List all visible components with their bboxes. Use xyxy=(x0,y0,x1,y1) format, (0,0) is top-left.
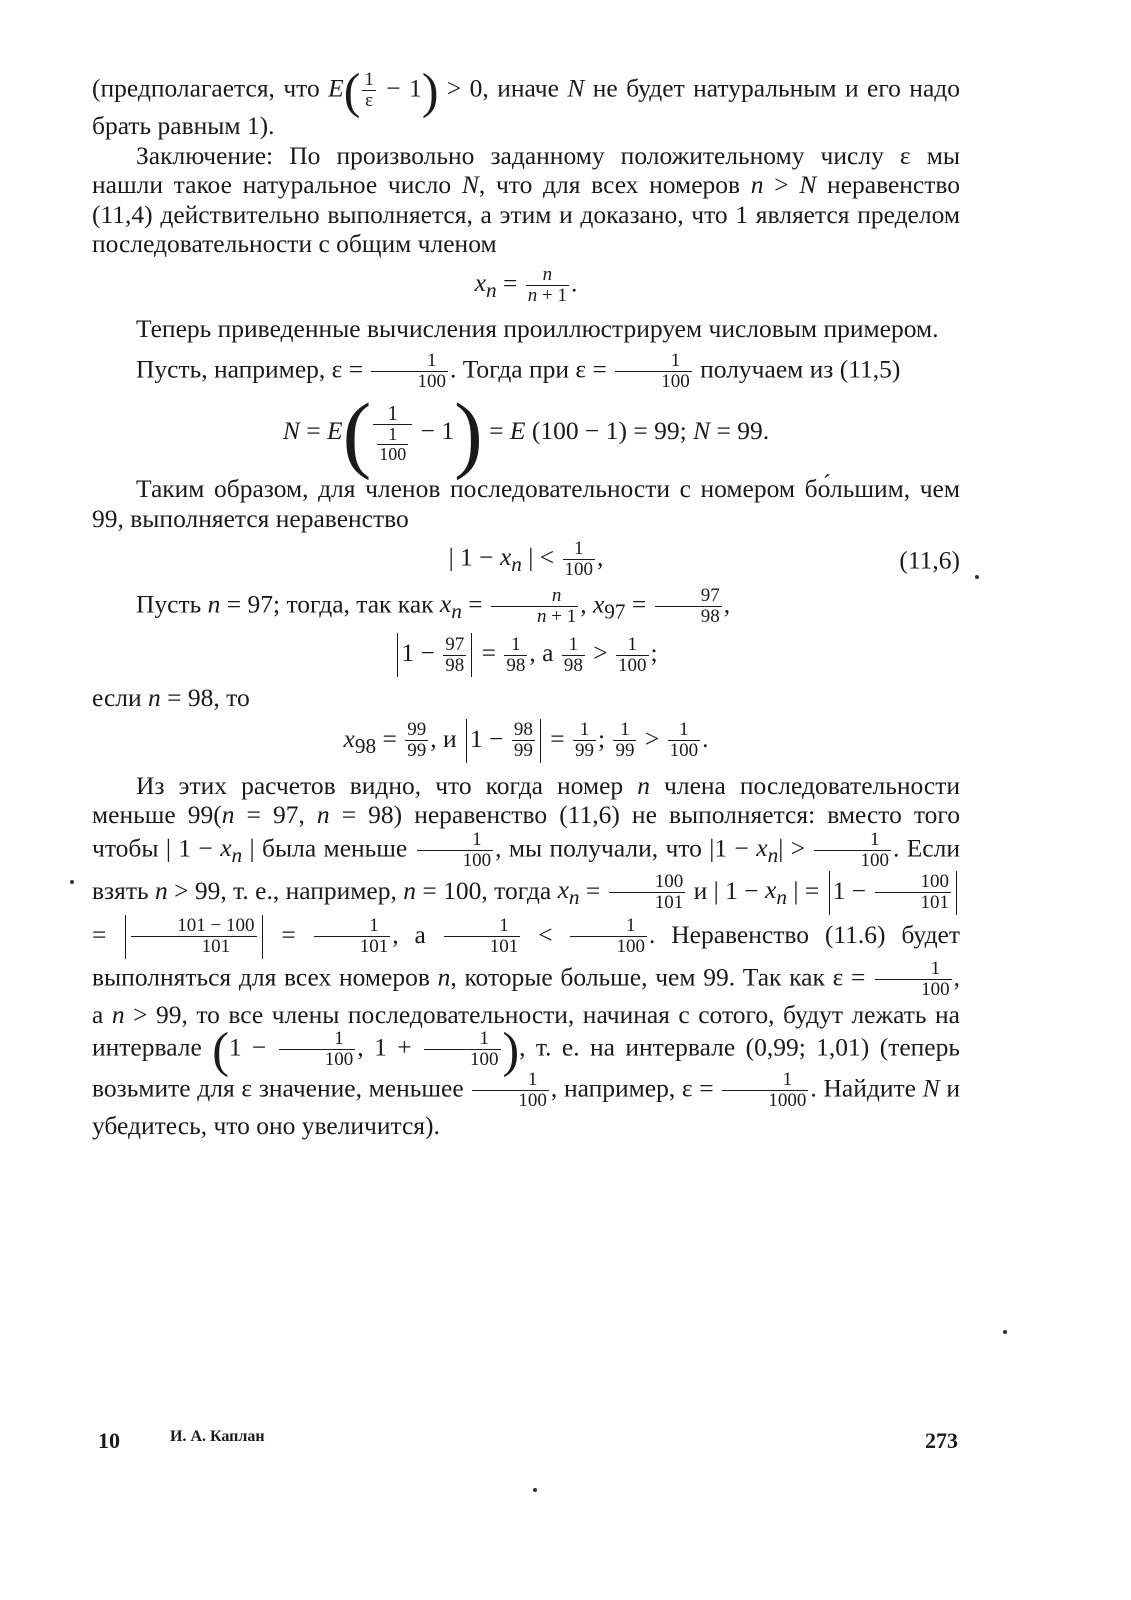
paragraph-5: Таким образом, для членов последовательности с номером бо́льшим, чем 99, выполняется неравенство xyxy=(92,474,960,533)
equation-number: (11,6) xyxy=(899,544,960,574)
paragraph-1: (предполагается, что E( $\frac{1}{\varepsilon}$ − 1) > 0, иначе N не будет натуральным и его надо брать равным 1). xyxy=(92,62,960,140)
speck xyxy=(975,575,979,579)
formula-98: $x_{98}$ = $\frac{99}{99}$ , и 1 − $\frac{98}{99}$ = $\frac{1}{99}$ ; $\frac{1}{99}$ > $\frac{1}{100}$ . xyxy=(343,719,709,761)
paragraph-3: Теперь приведенные вычисления проиллюстрируем числовым примером. xyxy=(136,313,939,343)
page-number: 273 xyxy=(925,1428,958,1453)
paragraph-7: если n = 98, то xyxy=(92,683,250,712)
paragraph-8: Из этих расчетов видно, что когда номер n члена последовательности меньше 99(n = 97, n = 98) неравенство (11,6) не выполняется: вместо того чтобы | $1 - x_n$ | была меньше $\frac{1}{100}$ , мы получали, что $|1 - x_n|$ > $\frac{1}{100}$ . Если взять n > 99, т. е., например, n = 100, тогда $x_n$ = $\frac{100}{101}$ и | $1 - x_n$ | = 1 − $\frac{100}{101}$ = $\frac{101 - 100}{101}$ = $\frac{1}{101}$ , а $\frac{1}{101}$ < $\frac{1}{100}$ . Неравенство (11.6) будет выполняться для всех номеров n, которые больше, чем 99. Так как ε = $\frac{1}{100}$ , а n > 99, то все члены последовательности, начиная с сотого, будут лежать на интервале (1 − $\frac{1}{100}$ , 1 + $\frac{1}{100}$ ), т. е. на интервале (0,99; 1,01) (теперь возьмите для ε значение, меньшее $\frac{1}{100}$ , например, ε = $\frac{1}{1000}$ . Найдите N и убедитесь, что оно увеличится). xyxy=(92,770,961,1140)
speck xyxy=(533,1488,537,1492)
page-body xyxy=(92,62,961,1141)
speck xyxy=(1003,1330,1007,1334)
formula-xn: $x_n$ = $\frac{n}{n + 1}$ . xyxy=(474,263,578,306)
formula-97: 1 − $\frac{97}{98}$ = $\frac{1}{98}$ , а $\frac{1}{98}$ > $\frac{1}{100}$ ; xyxy=(92,633,960,677)
paragraph-4: Пусть, например, ε = $\frac{1}{100}$ . Тогда при ε = $\frac{1}{100}$ получаем из (11,5) xyxy=(136,350,901,392)
paragraph-conclusion: Заключение: По произвольно заданному положительному числу ε мы нашли такое натуральное число N, что для всех номеров n > N неравенство (11,4) действительно выполняется, а этим и доказано, что 1 является пределом последовательности с общим членом xyxy=(92,140,961,258)
sheet-number: 10 xyxy=(98,1428,120,1453)
formula-11-6: | $1 - x_n$ | < $\frac{1}{100}$ , (11,6) xyxy=(448,538,960,580)
author-name: И. А. Каплан xyxy=(170,1428,265,1445)
paragraph-6: Пусть n = 97; тогда, так как $x_n$ = $\frac{n}{n + 1}$ , $x_{97}$ = $\frac{97}{98}$ , xyxy=(136,585,731,627)
formula-N: N = E( $\frac{1}{\frac{1}{100}}$ − 1) = E (100 − 1) = 99; N = 99. xyxy=(282,385,770,481)
speck xyxy=(70,880,74,884)
